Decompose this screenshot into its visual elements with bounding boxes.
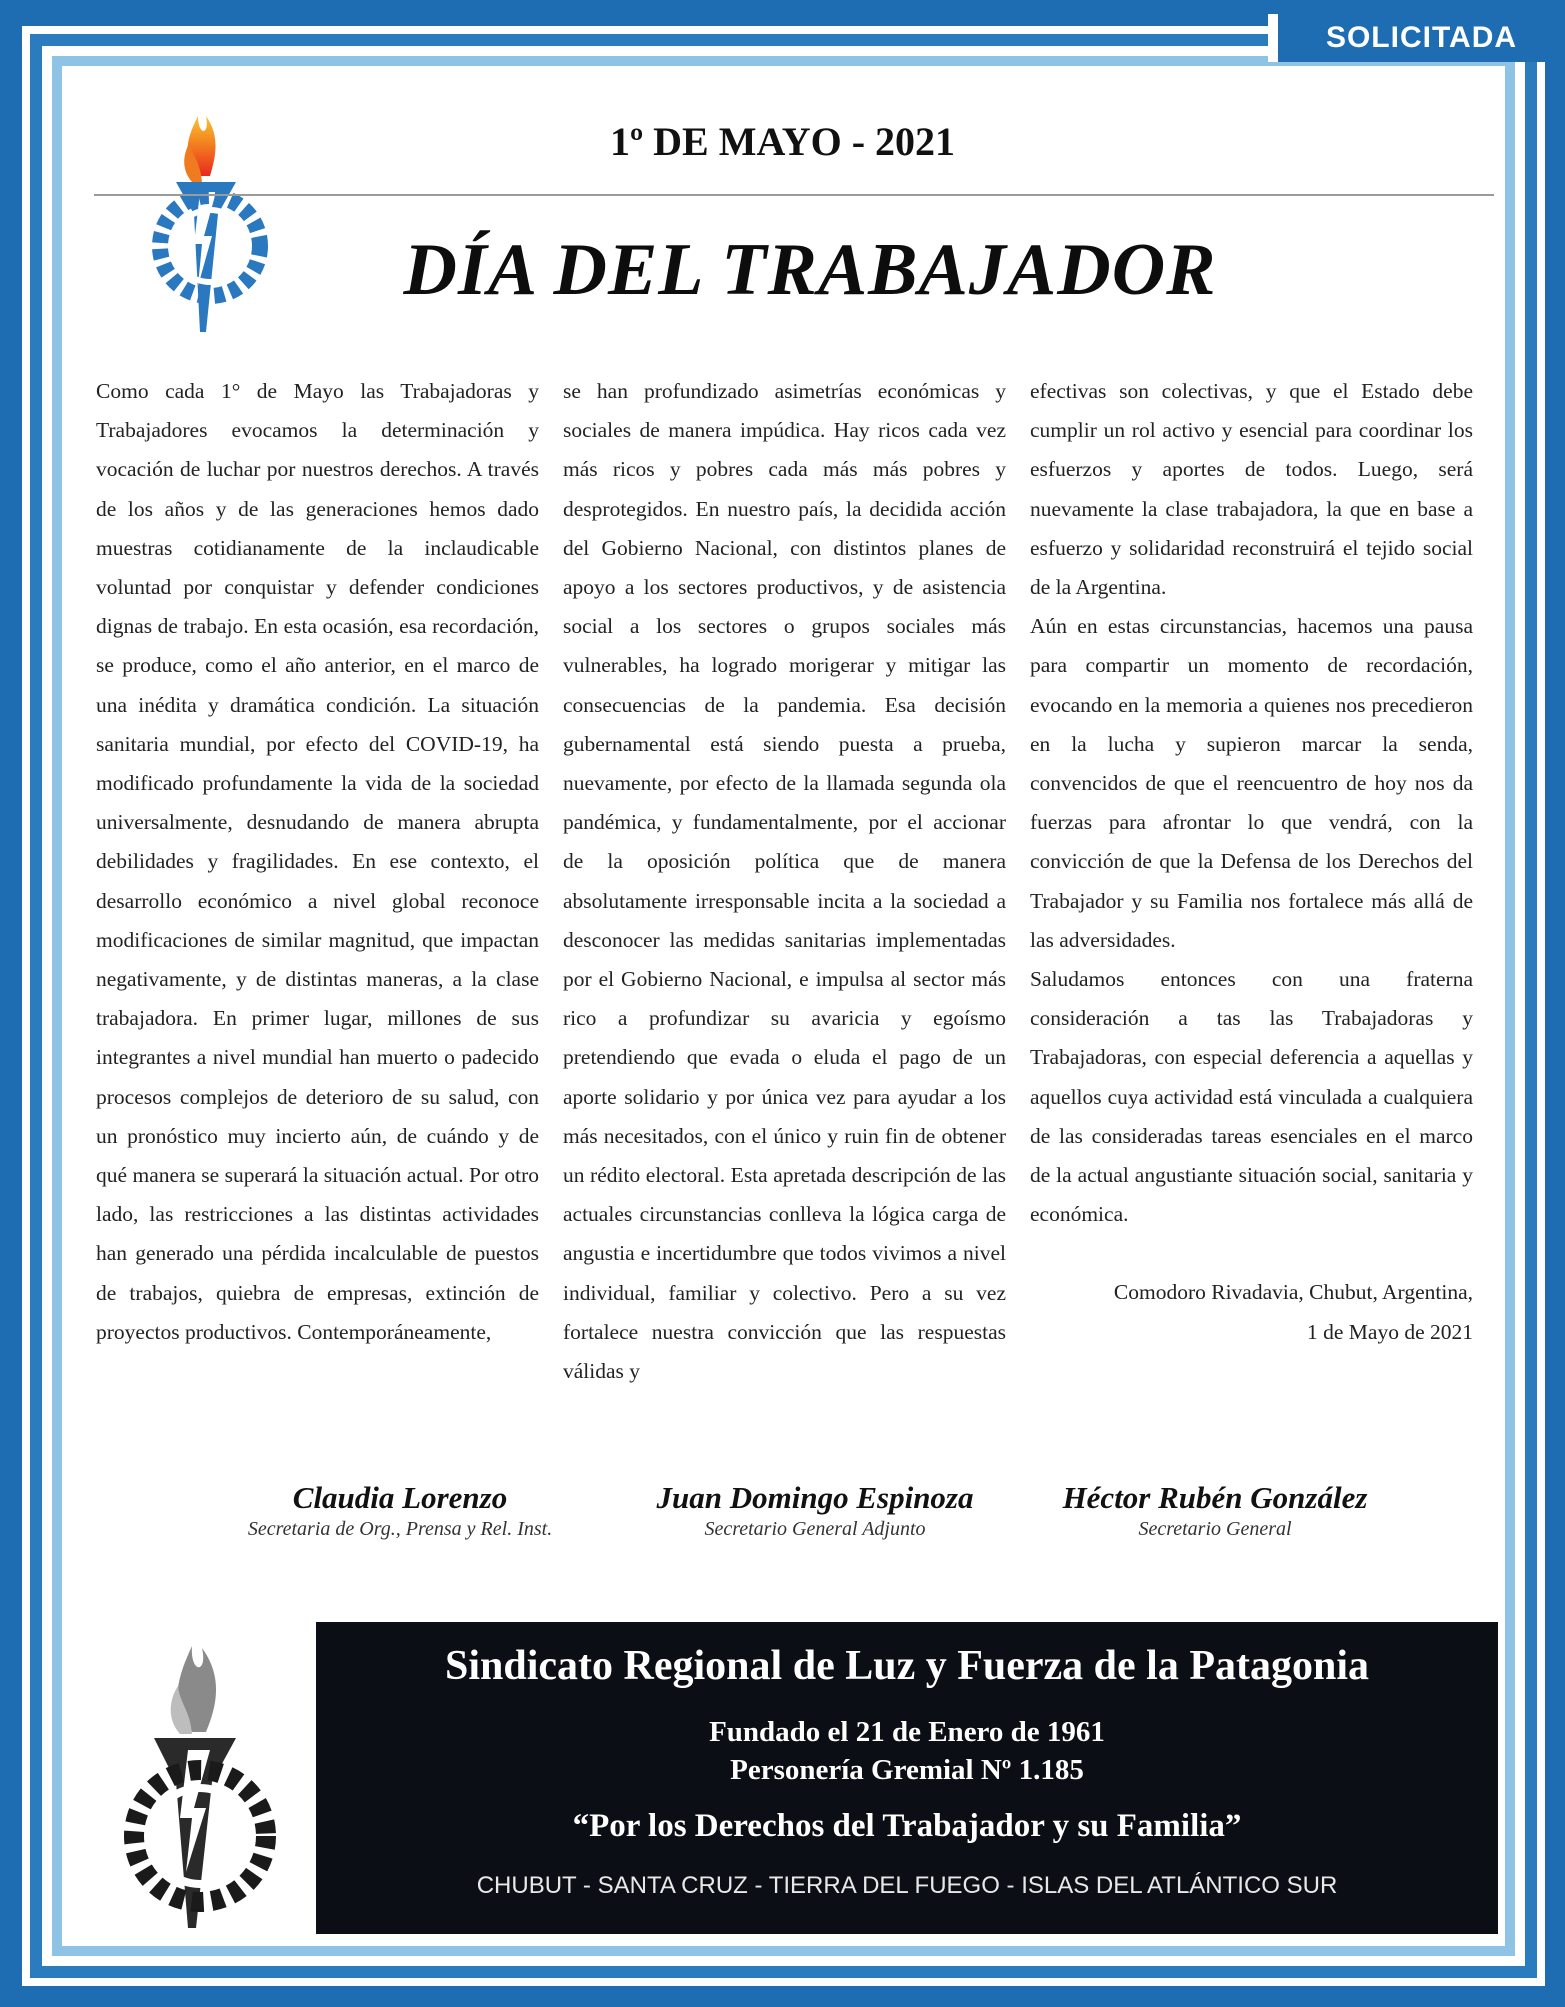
body-column-2	[563, 372, 1006, 1391]
place-line: Comodoro Rivadavia, Chubut, Argentina,	[1113, 1280, 1473, 1305]
place-date: 1 de Mayo de 2021	[1307, 1319, 1473, 1344]
org-name: Sindicato Regional de Luz y Fuerza de la Patagonia	[445, 1643, 1369, 1689]
solicitada-tag: SOLICITADA	[1278, 14, 1565, 62]
paragraph: Saludamos entonces con una fraterna consideración a tas las Trabajadoras y Trabajadoras, con especial deferencia a aquellas y aquellos cuya actividad está vinculada a cualquiera de las consideradas tareas esenciales en el marco de la actual angustiante situación social, sanitaria y económica.	[1030, 967, 1473, 1227]
page-title: DÍA DEL TRABAJADOR	[403, 229, 1217, 311]
paragraph: efectivas son colectivas, y que el Estado debe cumplir un rol activo y esencial para coordinar los esfuerzos y aportes de todos. Luego, será nuevamente la clase trabajadora, la que en base a esfuerzo y solidaridad reconstruirá el tejido social de la Argentina.	[1030, 379, 1473, 600]
paragraph: Como cada 1° de Mayo las Trabajadoras y Trabajadores evocamos la determinación y vocación de luchar por nuestros derechos. A través de los años y de las generaciones hemos dado muestras cotidianamente de la inclaudicable voluntad por conquistar y defender condiciones dignas de trabajo. En esta ocasión, esa recordación, se produce, como el año anterior, en el marco de una inédita y dramática condición. La situación sanitaria mundial, por efecto del COVID-19, ha modificado profundamente la vida de la sociedad universalmente, desnudando de manera abrupta debilidades y fragilidades. En ese contexto, el desarrollo económico a nivel global reconoce modificaciones de similar magnitud, que impactan negativamente, y de distintas maneras, a la clase trabajadora. En primer lugar, millones de sus integrantes a nivel mundial han muerto o padecido procesos complejos de deterioro de su salud, con un pronóstico muy incierto aún, de cuándo y de qué manera se superará la situación actual. Por otro lado, las restricciones a las distintas actividades han generado una pérdida incalculable de puestos de trabajos, quiebra de empresas, extinción de proyectos productivos. Contemporáneamente,	[96, 379, 539, 1344]
paragraph: se han profundizado asimetrías económicas y sociales de manera impúdica. Hay ricos cada vez más ricos y pobres cada más más pobres y desprotegidos. En nuestro país, la decidida acción del Gobierno Nacional, con distintos planes de apoyo a los sectores productivos, y de asistencia social a los sectores o grupos sociales más vulnerables, ha logrado morigerar y mitigar las consecuencias de la pandemia. Esa decisión gubernamental está siendo puesta a prueba, nuevamente, por efecto de la llamada segunda ola pandémica, y fundamentalmente, por el accionar de la oposición política que de manera absolutamente irresponsable incita a la sociedad a desconocer las medidas sanitarias implementadas por el Gobierno Nacional, e impulsa al sector más rico a profundizar su avaricia y egoísmo pretendiendo que evada o eluda el pago de un aporte solidario y por única vez para ayudar a los más necesitados, con el único y ruin fin de obtener un rédito electoral. Esta apretada descripción de las actuales circunstancias conlleva la lógica carga de angustia e incertidumbre que todos vivimos a nivel individual, familiar y colectivo. Pero a su vez fortalece nuestra convicción que las respuestas válidas y	[563, 379, 1006, 1384]
union-footer	[316, 1622, 1498, 1934]
motto: “Por los Derechos del Trabajador y su Familia”	[572, 1808, 1242, 1844]
signatory-role: Secretaria de Org., Prensa y Rel. Inst.	[247, 1518, 553, 1540]
signatory-role: Secretario General	[1138, 1518, 1292, 1540]
date-heading: 1º DE MAYO - 2021	[609, 119, 956, 164]
regions-line: CHUBUT - SANTA CRUZ - TIERRA DEL FUEGO - ISLAS DEL ATLÁNTICO SUR	[476, 1872, 1338, 1899]
divider	[94, 194, 1494, 196]
personeria-line: Personería Gremial Nº 1.185	[730, 1754, 1084, 1786]
founded-line: Fundado el 21 de Enero de 1961	[709, 1716, 1105, 1748]
signature-block	[630, 1480, 1000, 1541]
paragraph: Aún en estas circunstancias, hacemos una pausa para compartir un momento de recordación, evocando en la memoria a quienes nos precedieron en la lucha y supieron marcar la senda, convencidos de que el reencuentro de hoy nos da fuerzas para afrontar lo que vendrá, con la convicción de que la Defensa de los Derechos del Trabajador y su Familia nos fortalece más allá de las adversidades.	[1030, 614, 1473, 952]
signatory-name: Héctor Rubén González	[1062, 1480, 1368, 1515]
torch-gear-logo-gray-icon	[96, 1622, 296, 1934]
body-column-1	[96, 372, 539, 1352]
body-column-3	[1030, 372, 1473, 1352]
tag-separator	[1268, 14, 1278, 62]
signatory-name: Juan Domingo Espinoza	[656, 1480, 974, 1515]
signature-block	[210, 1480, 590, 1541]
signatory-role: Secretario General Adjunto	[704, 1518, 926, 1540]
signature-block	[1030, 1480, 1400, 1541]
signatory-name: Claudia Lorenzo	[292, 1480, 508, 1515]
